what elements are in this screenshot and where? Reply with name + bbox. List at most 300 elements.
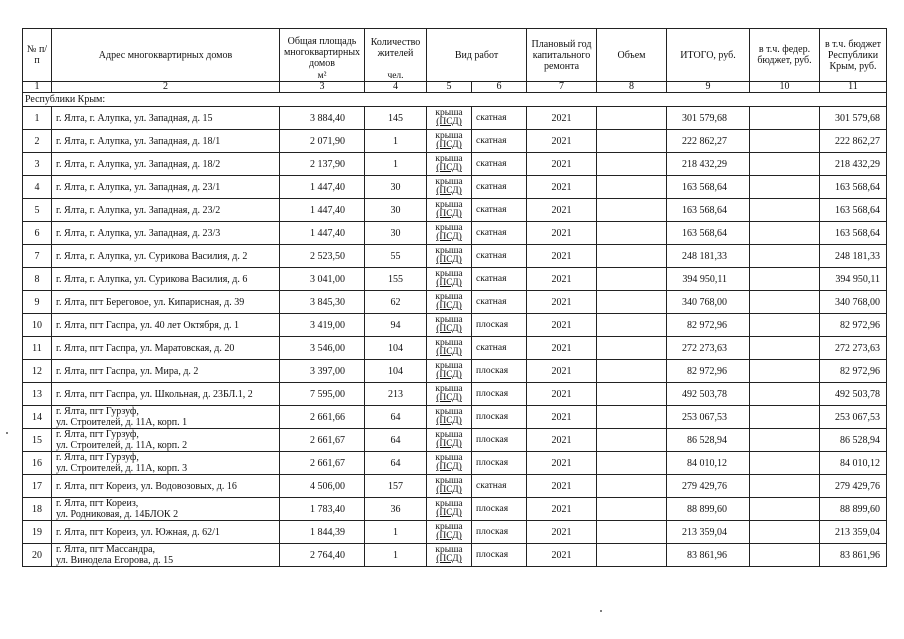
work-type-detail: (ПСД) bbox=[436, 255, 462, 265]
address-line-1: г. Ялта, пгт Кореиз, ул. Водовозовых, д. 16 bbox=[56, 480, 237, 492]
row-area: 2 523,50 bbox=[280, 245, 365, 268]
row-volume bbox=[597, 314, 667, 337]
header-row bbox=[23, 29, 887, 82]
row-area: 3 546,00 bbox=[280, 337, 365, 360]
column-number-row bbox=[23, 82, 887, 93]
row-federal bbox=[750, 406, 820, 429]
row-roof-type: плоская bbox=[472, 521, 527, 544]
row-volume bbox=[597, 429, 667, 452]
table-row bbox=[23, 314, 887, 337]
work-type-detail: (ПСД) bbox=[436, 163, 462, 173]
row-volume bbox=[597, 268, 667, 291]
work-type-detail: (ПСД) bbox=[436, 370, 462, 380]
row-address bbox=[52, 314, 280, 337]
work-type-label: крыша bbox=[435, 383, 463, 394]
row-total: 213 359,04 bbox=[667, 521, 750, 544]
row-total: 340 768,00 bbox=[667, 291, 750, 314]
row-total: 301 579,68 bbox=[667, 107, 750, 130]
row-crimea-budget: 218 432,29 bbox=[820, 153, 887, 176]
row-volume bbox=[597, 383, 667, 406]
column-number-3: 3 bbox=[280, 82, 365, 93]
row-federal bbox=[750, 130, 820, 153]
row-area: 2 661,66 bbox=[280, 406, 365, 429]
row-plan-year: 2021 bbox=[527, 153, 597, 176]
row-residents: 1 bbox=[365, 544, 427, 567]
table-row bbox=[23, 337, 887, 360]
column-number-10: 10 bbox=[750, 82, 820, 93]
row-residents: 157 bbox=[365, 475, 427, 498]
row-crimea-budget: 163 568,64 bbox=[820, 222, 887, 245]
row-federal bbox=[750, 337, 820, 360]
row-plan-year: 2021 bbox=[527, 406, 597, 429]
row-roof-type: скатная bbox=[472, 176, 527, 199]
row-area: 1 447,40 bbox=[280, 176, 365, 199]
work-type-detail: (ПСД) bbox=[436, 462, 462, 472]
row-area: 3 041,00 bbox=[280, 268, 365, 291]
row-residents: 1 bbox=[365, 153, 427, 176]
row-volume bbox=[597, 337, 667, 360]
row-area: 7 595,00 bbox=[280, 383, 365, 406]
address-line-1: г. Ялта, г. Алупка, ул. Западная, д. 23/3 bbox=[56, 227, 221, 239]
row-federal bbox=[750, 498, 820, 521]
row-area: 2 661,67 bbox=[280, 429, 365, 452]
row-residents: 1 bbox=[365, 130, 427, 153]
row-total: 84 010,12 bbox=[667, 452, 750, 475]
row-area: 3 419,00 bbox=[280, 314, 365, 337]
row-number: 19 bbox=[23, 521, 52, 544]
row-work-type bbox=[427, 268, 472, 291]
row-address bbox=[52, 406, 280, 429]
region-label: Республики Крым: bbox=[23, 93, 280, 107]
row-area: 2 071,90 bbox=[280, 130, 365, 153]
work-type-label: крыша bbox=[435, 268, 463, 279]
column-number-4: 4 bbox=[365, 82, 427, 93]
row-federal bbox=[750, 245, 820, 268]
row-total: 248 181,33 bbox=[667, 245, 750, 268]
row-work-type bbox=[427, 245, 472, 268]
row-volume bbox=[597, 199, 667, 222]
row-volume bbox=[597, 452, 667, 475]
row-work-type bbox=[427, 222, 472, 245]
header-volume: Объем bbox=[597, 29, 667, 82]
row-number: 12 bbox=[23, 360, 52, 383]
row-plan-year: 2021 bbox=[527, 107, 597, 130]
column-number-1: 1 bbox=[23, 82, 52, 93]
work-type-label: крыша bbox=[435, 222, 463, 233]
row-number: 10 bbox=[23, 314, 52, 337]
row-address bbox=[52, 360, 280, 383]
row-total: 163 568,64 bbox=[667, 222, 750, 245]
row-total: 222 862,27 bbox=[667, 130, 750, 153]
row-residents: 94 bbox=[365, 314, 427, 337]
row-volume bbox=[597, 521, 667, 544]
work-type-label: крыша bbox=[435, 176, 463, 187]
row-address bbox=[52, 291, 280, 314]
row-address bbox=[52, 544, 280, 567]
region-row-blank bbox=[280, 93, 887, 107]
row-address bbox=[52, 130, 280, 153]
address-line-1: г. Ялта, пгт Гаспра, ул. Маратовская, д. 20 bbox=[56, 342, 235, 354]
row-federal bbox=[750, 429, 820, 452]
row-roof-type: скатная bbox=[472, 199, 527, 222]
work-type-label: крыша bbox=[435, 452, 463, 463]
row-area: 1 783,40 bbox=[280, 498, 365, 521]
row-number: 3 bbox=[23, 153, 52, 176]
row-plan-year: 2021 bbox=[527, 429, 597, 452]
table-row bbox=[23, 360, 887, 383]
row-number: 20 bbox=[23, 544, 52, 567]
column-number-9: 9 bbox=[667, 82, 750, 93]
work-type-label: крыша bbox=[435, 199, 463, 210]
work-type-label: крыша bbox=[435, 245, 463, 256]
row-residents: 104 bbox=[365, 360, 427, 383]
row-number: 13 bbox=[23, 383, 52, 406]
row-work-type bbox=[427, 544, 472, 567]
row-total: 492 503,78 bbox=[667, 383, 750, 406]
row-volume bbox=[597, 245, 667, 268]
row-crimea-budget: 82 972,96 bbox=[820, 360, 887, 383]
row-crimea-budget: 492 503,78 bbox=[820, 383, 887, 406]
row-number: 14 bbox=[23, 406, 52, 429]
row-crimea-budget: 253 067,53 bbox=[820, 406, 887, 429]
work-type-label: крыша bbox=[435, 475, 463, 486]
row-work-type bbox=[427, 291, 472, 314]
column-number-8: 8 bbox=[597, 82, 667, 93]
work-type-detail: (ПСД) bbox=[436, 416, 462, 426]
header-num: № п/п bbox=[23, 29, 52, 82]
header-area bbox=[280, 29, 365, 82]
row-federal bbox=[750, 199, 820, 222]
header-plan-year: Плановый год капитального ремонта bbox=[527, 29, 597, 82]
table-row bbox=[23, 406, 887, 429]
row-roof-type: скатная bbox=[472, 107, 527, 130]
row-residents: 30 bbox=[365, 199, 427, 222]
row-work-type bbox=[427, 521, 472, 544]
row-roof-type: плоская bbox=[472, 498, 527, 521]
row-address bbox=[52, 107, 280, 130]
row-work-type bbox=[427, 475, 472, 498]
row-roof-type: плоская bbox=[472, 406, 527, 429]
row-area: 2 764,40 bbox=[280, 544, 365, 567]
row-number: 8 bbox=[23, 268, 52, 291]
row-roof-type: плоская bbox=[472, 314, 527, 337]
row-plan-year: 2021 bbox=[527, 199, 597, 222]
row-federal bbox=[750, 176, 820, 199]
row-federal bbox=[750, 291, 820, 314]
table-row bbox=[23, 521, 887, 544]
row-total: 82 972,96 bbox=[667, 314, 750, 337]
work-type-detail: (ПСД) bbox=[436, 117, 462, 127]
row-plan-year: 2021 bbox=[527, 291, 597, 314]
work-type-detail: (ПСД) bbox=[436, 209, 462, 219]
row-work-type bbox=[427, 360, 472, 383]
header-federal: в т.ч. федер. бюджет, руб. bbox=[750, 29, 820, 82]
address-line-1: г. Ялта, пгт Кореиз, bbox=[56, 498, 139, 509]
row-federal bbox=[750, 222, 820, 245]
row-area: 3 397,00 bbox=[280, 360, 365, 383]
row-residents: 104 bbox=[365, 337, 427, 360]
row-roof-type: плоская bbox=[472, 429, 527, 452]
work-type-detail: (ПСД) bbox=[436, 278, 462, 288]
header-residents-unit: чел. bbox=[387, 71, 404, 81]
address-line-1: г. Ялта, пгт Береговое, ул. Кипарисная, д. 39 bbox=[56, 296, 245, 308]
header-work-type: Вид работ bbox=[427, 29, 527, 82]
work-type-label: крыша bbox=[435, 498, 463, 509]
row-number: 7 bbox=[23, 245, 52, 268]
row-federal bbox=[750, 360, 820, 383]
address-line-2: ул. Родниковая, д. 14БЛОК 2 bbox=[56, 509, 179, 520]
row-address bbox=[52, 337, 280, 360]
address-line-1: г. Ялта, пгт Гаспра, ул. Школьная, д. 23БЛ.1, 2 bbox=[56, 388, 253, 400]
table-row bbox=[23, 544, 887, 567]
row-crimea-budget: 340 768,00 bbox=[820, 291, 887, 314]
row-crimea-budget: 88 899,60 bbox=[820, 498, 887, 521]
table-row bbox=[23, 176, 887, 199]
table-row bbox=[23, 130, 887, 153]
work-type-detail: (ПСД) bbox=[436, 508, 462, 518]
row-plan-year: 2021 bbox=[527, 521, 597, 544]
table-row bbox=[23, 452, 887, 475]
row-plan-year: 2021 bbox=[527, 544, 597, 567]
row-work-type bbox=[427, 452, 472, 475]
row-federal bbox=[750, 383, 820, 406]
table-row bbox=[23, 199, 887, 222]
row-plan-year: 2021 bbox=[527, 268, 597, 291]
row-work-type bbox=[427, 176, 472, 199]
row-total: 279 429,76 bbox=[667, 475, 750, 498]
row-number: 2 bbox=[23, 130, 52, 153]
work-type-label: крыша bbox=[435, 360, 463, 371]
row-address bbox=[52, 521, 280, 544]
row-plan-year: 2021 bbox=[527, 245, 597, 268]
header-address bbox=[52, 29, 280, 82]
row-crimea-budget: 82 972,96 bbox=[820, 314, 887, 337]
row-residents: 62 bbox=[365, 291, 427, 314]
address-line-1: г. Ялта, г. Алупка, ул. Сурикова Василия, д. 6 bbox=[56, 273, 248, 285]
work-type-label: крыша bbox=[435, 291, 463, 302]
row-number: 11 bbox=[23, 337, 52, 360]
row-volume bbox=[597, 406, 667, 429]
row-roof-type: скатная bbox=[472, 268, 527, 291]
header-total: ИТОГО, руб. bbox=[667, 29, 750, 82]
row-federal bbox=[750, 544, 820, 567]
row-work-type bbox=[427, 498, 472, 521]
row-federal bbox=[750, 153, 820, 176]
address-line-1: г. Ялта, пгт Гаспра, ул. Мира, д. 2 bbox=[56, 365, 199, 377]
address-line-2: ул. Строителей, д. 11А, корп. 2 bbox=[56, 440, 188, 451]
row-residents: 30 bbox=[365, 222, 427, 245]
table-row bbox=[23, 475, 887, 498]
row-number: 16 bbox=[23, 452, 52, 475]
work-type-label: крыша bbox=[435, 107, 463, 118]
row-roof-type: скатная bbox=[472, 475, 527, 498]
row-work-type bbox=[427, 130, 472, 153]
column-number-6: 6 bbox=[472, 82, 527, 93]
row-plan-year: 2021 bbox=[527, 475, 597, 498]
row-area: 1 447,40 bbox=[280, 199, 365, 222]
row-federal bbox=[750, 268, 820, 291]
row-roof-type: скатная bbox=[472, 153, 527, 176]
table-row bbox=[23, 222, 887, 245]
row-area: 2 137,90 bbox=[280, 153, 365, 176]
row-residents: 64 bbox=[365, 452, 427, 475]
work-type-detail: (ПСД) bbox=[436, 485, 462, 495]
row-volume bbox=[597, 222, 667, 245]
row-volume bbox=[597, 544, 667, 567]
row-residents: 36 bbox=[365, 498, 427, 521]
row-total: 218 432,29 bbox=[667, 153, 750, 176]
row-roof-type: скатная bbox=[472, 245, 527, 268]
address-line-1: г. Ялта, г. Алупка, ул. Западная, д. 23/1 bbox=[56, 181, 221, 193]
table-row bbox=[23, 268, 887, 291]
row-total: 86 528,94 bbox=[667, 429, 750, 452]
row-crimea-budget: 86 528,94 bbox=[820, 429, 887, 452]
row-total: 394 950,11 bbox=[667, 268, 750, 291]
column-number-7: 7 bbox=[527, 82, 597, 93]
work-type-label: крыша bbox=[435, 429, 463, 440]
row-total: 253 067,53 bbox=[667, 406, 750, 429]
header-address-label: Адрес многоквартирных домов bbox=[98, 49, 233, 61]
work-type-detail: (ПСД) bbox=[436, 347, 462, 357]
row-roof-type: скатная bbox=[472, 337, 527, 360]
address-line-1: г. Ялта, пгт Гурзуф, bbox=[56, 429, 139, 440]
table-body bbox=[23, 93, 887, 567]
row-address bbox=[52, 268, 280, 291]
table-row bbox=[23, 107, 887, 130]
row-federal bbox=[750, 107, 820, 130]
row-roof-type: плоская bbox=[472, 452, 527, 475]
document-sheet bbox=[22, 28, 887, 567]
row-volume bbox=[597, 498, 667, 521]
row-plan-year: 2021 bbox=[527, 452, 597, 475]
work-type-label: крыша bbox=[435, 406, 463, 417]
row-plan-year: 2021 bbox=[527, 130, 597, 153]
row-number: 5 bbox=[23, 199, 52, 222]
row-number: 15 bbox=[23, 429, 52, 452]
row-work-type bbox=[427, 199, 472, 222]
scan-speck bbox=[600, 610, 602, 612]
row-area: 4 506,00 bbox=[280, 475, 365, 498]
row-federal bbox=[750, 475, 820, 498]
row-residents: 30 bbox=[365, 176, 427, 199]
address-line-2: ул. Строителей, д. 11А, корп. 3 bbox=[56, 463, 188, 474]
row-residents: 64 bbox=[365, 406, 427, 429]
address-line-1: г. Ялта, пгт Гурзуф, bbox=[56, 452, 139, 463]
row-total: 272 273,63 bbox=[667, 337, 750, 360]
row-work-type bbox=[427, 314, 472, 337]
row-plan-year: 2021 bbox=[527, 383, 597, 406]
row-volume bbox=[597, 291, 667, 314]
row-number: 17 bbox=[23, 475, 52, 498]
row-work-type bbox=[427, 383, 472, 406]
work-type-detail: (ПСД) bbox=[436, 301, 462, 311]
row-total: 88 899,60 bbox=[667, 498, 750, 521]
address-line-1: г. Ялта, пгт Гаспра, ул. 40 лет Октября, д. 1 bbox=[56, 319, 239, 331]
work-type-detail: (ПСД) bbox=[436, 232, 462, 242]
row-residents: 145 bbox=[365, 107, 427, 130]
repair-plan-table bbox=[22, 28, 887, 567]
row-crimea-budget: 213 359,04 bbox=[820, 521, 887, 544]
row-residents: 1 bbox=[365, 521, 427, 544]
row-address bbox=[52, 199, 280, 222]
row-roof-type: скатная bbox=[472, 291, 527, 314]
header-area-label: Общая площадь многоквартирных домов bbox=[283, 36, 361, 69]
row-total: 82 972,96 bbox=[667, 360, 750, 383]
region-row bbox=[23, 93, 887, 107]
row-number: 4 bbox=[23, 176, 52, 199]
row-roof-type: плоская bbox=[472, 544, 527, 567]
row-roof-type: скатная bbox=[472, 222, 527, 245]
row-area: 1 844,39 bbox=[280, 521, 365, 544]
address-line-2: ул. Винодела Егорова, д. 15 bbox=[56, 555, 174, 566]
row-area: 2 661,67 bbox=[280, 452, 365, 475]
row-volume bbox=[597, 360, 667, 383]
table-row bbox=[23, 153, 887, 176]
row-address bbox=[52, 498, 280, 521]
column-number-11: 11 bbox=[820, 82, 887, 93]
row-crimea-budget: 279 429,76 bbox=[820, 475, 887, 498]
row-volume bbox=[597, 475, 667, 498]
address-line-1: г. Ялта, пгт Гурзуф, bbox=[56, 406, 139, 417]
row-total: 163 568,64 bbox=[667, 176, 750, 199]
address-line-1: г. Ялта, г. Алупка, ул. Западная, д. 18/1 bbox=[56, 135, 221, 147]
row-plan-year: 2021 bbox=[527, 314, 597, 337]
row-address bbox=[52, 383, 280, 406]
table-row bbox=[23, 291, 887, 314]
table-row bbox=[23, 498, 887, 521]
work-type-label: крыша bbox=[435, 544, 463, 555]
row-residents: 155 bbox=[365, 268, 427, 291]
table-row bbox=[23, 383, 887, 406]
row-crimea-budget: 163 568,64 bbox=[820, 176, 887, 199]
scan-speck bbox=[6, 432, 8, 434]
row-work-type bbox=[427, 337, 472, 360]
row-total: 163 568,64 bbox=[667, 199, 750, 222]
address-line-1: г. Ялта, г. Алупка, ул. Западная, д. 15 bbox=[56, 112, 213, 124]
row-volume bbox=[597, 130, 667, 153]
row-federal bbox=[750, 314, 820, 337]
row-crimea-budget: 301 579,68 bbox=[820, 107, 887, 130]
row-crimea-budget: 272 273,63 bbox=[820, 337, 887, 360]
row-residents: 55 bbox=[365, 245, 427, 268]
row-work-type bbox=[427, 429, 472, 452]
address-line-1: г. Ялта, пгт Кореиз, ул. Южная, д. 62/1 bbox=[56, 526, 220, 538]
column-number-5: 5 bbox=[427, 82, 472, 93]
row-volume bbox=[597, 153, 667, 176]
work-type-label: крыша bbox=[435, 314, 463, 325]
address-line-1: г. Ялта, пгт Массандра, bbox=[56, 544, 156, 555]
row-area: 3 845,30 bbox=[280, 291, 365, 314]
row-roof-type: плоская bbox=[472, 360, 527, 383]
work-type-detail: (ПСД) bbox=[436, 324, 462, 334]
row-work-type bbox=[427, 153, 472, 176]
work-type-detail: (ПСД) bbox=[436, 554, 462, 564]
work-type-detail: (ПСД) bbox=[436, 393, 462, 403]
row-address bbox=[52, 245, 280, 268]
table-row bbox=[23, 429, 887, 452]
work-type-label: крыша bbox=[435, 521, 463, 532]
row-address bbox=[52, 452, 280, 475]
work-type-label: крыша bbox=[435, 337, 463, 348]
row-address bbox=[52, 153, 280, 176]
row-total: 83 861,96 bbox=[667, 544, 750, 567]
row-crimea-budget: 222 862,27 bbox=[820, 130, 887, 153]
row-work-type bbox=[427, 107, 472, 130]
row-work-type bbox=[427, 406, 472, 429]
work-type-detail: (ПСД) bbox=[436, 140, 462, 150]
row-federal bbox=[750, 521, 820, 544]
work-type-detail: (ПСД) bbox=[436, 439, 462, 449]
